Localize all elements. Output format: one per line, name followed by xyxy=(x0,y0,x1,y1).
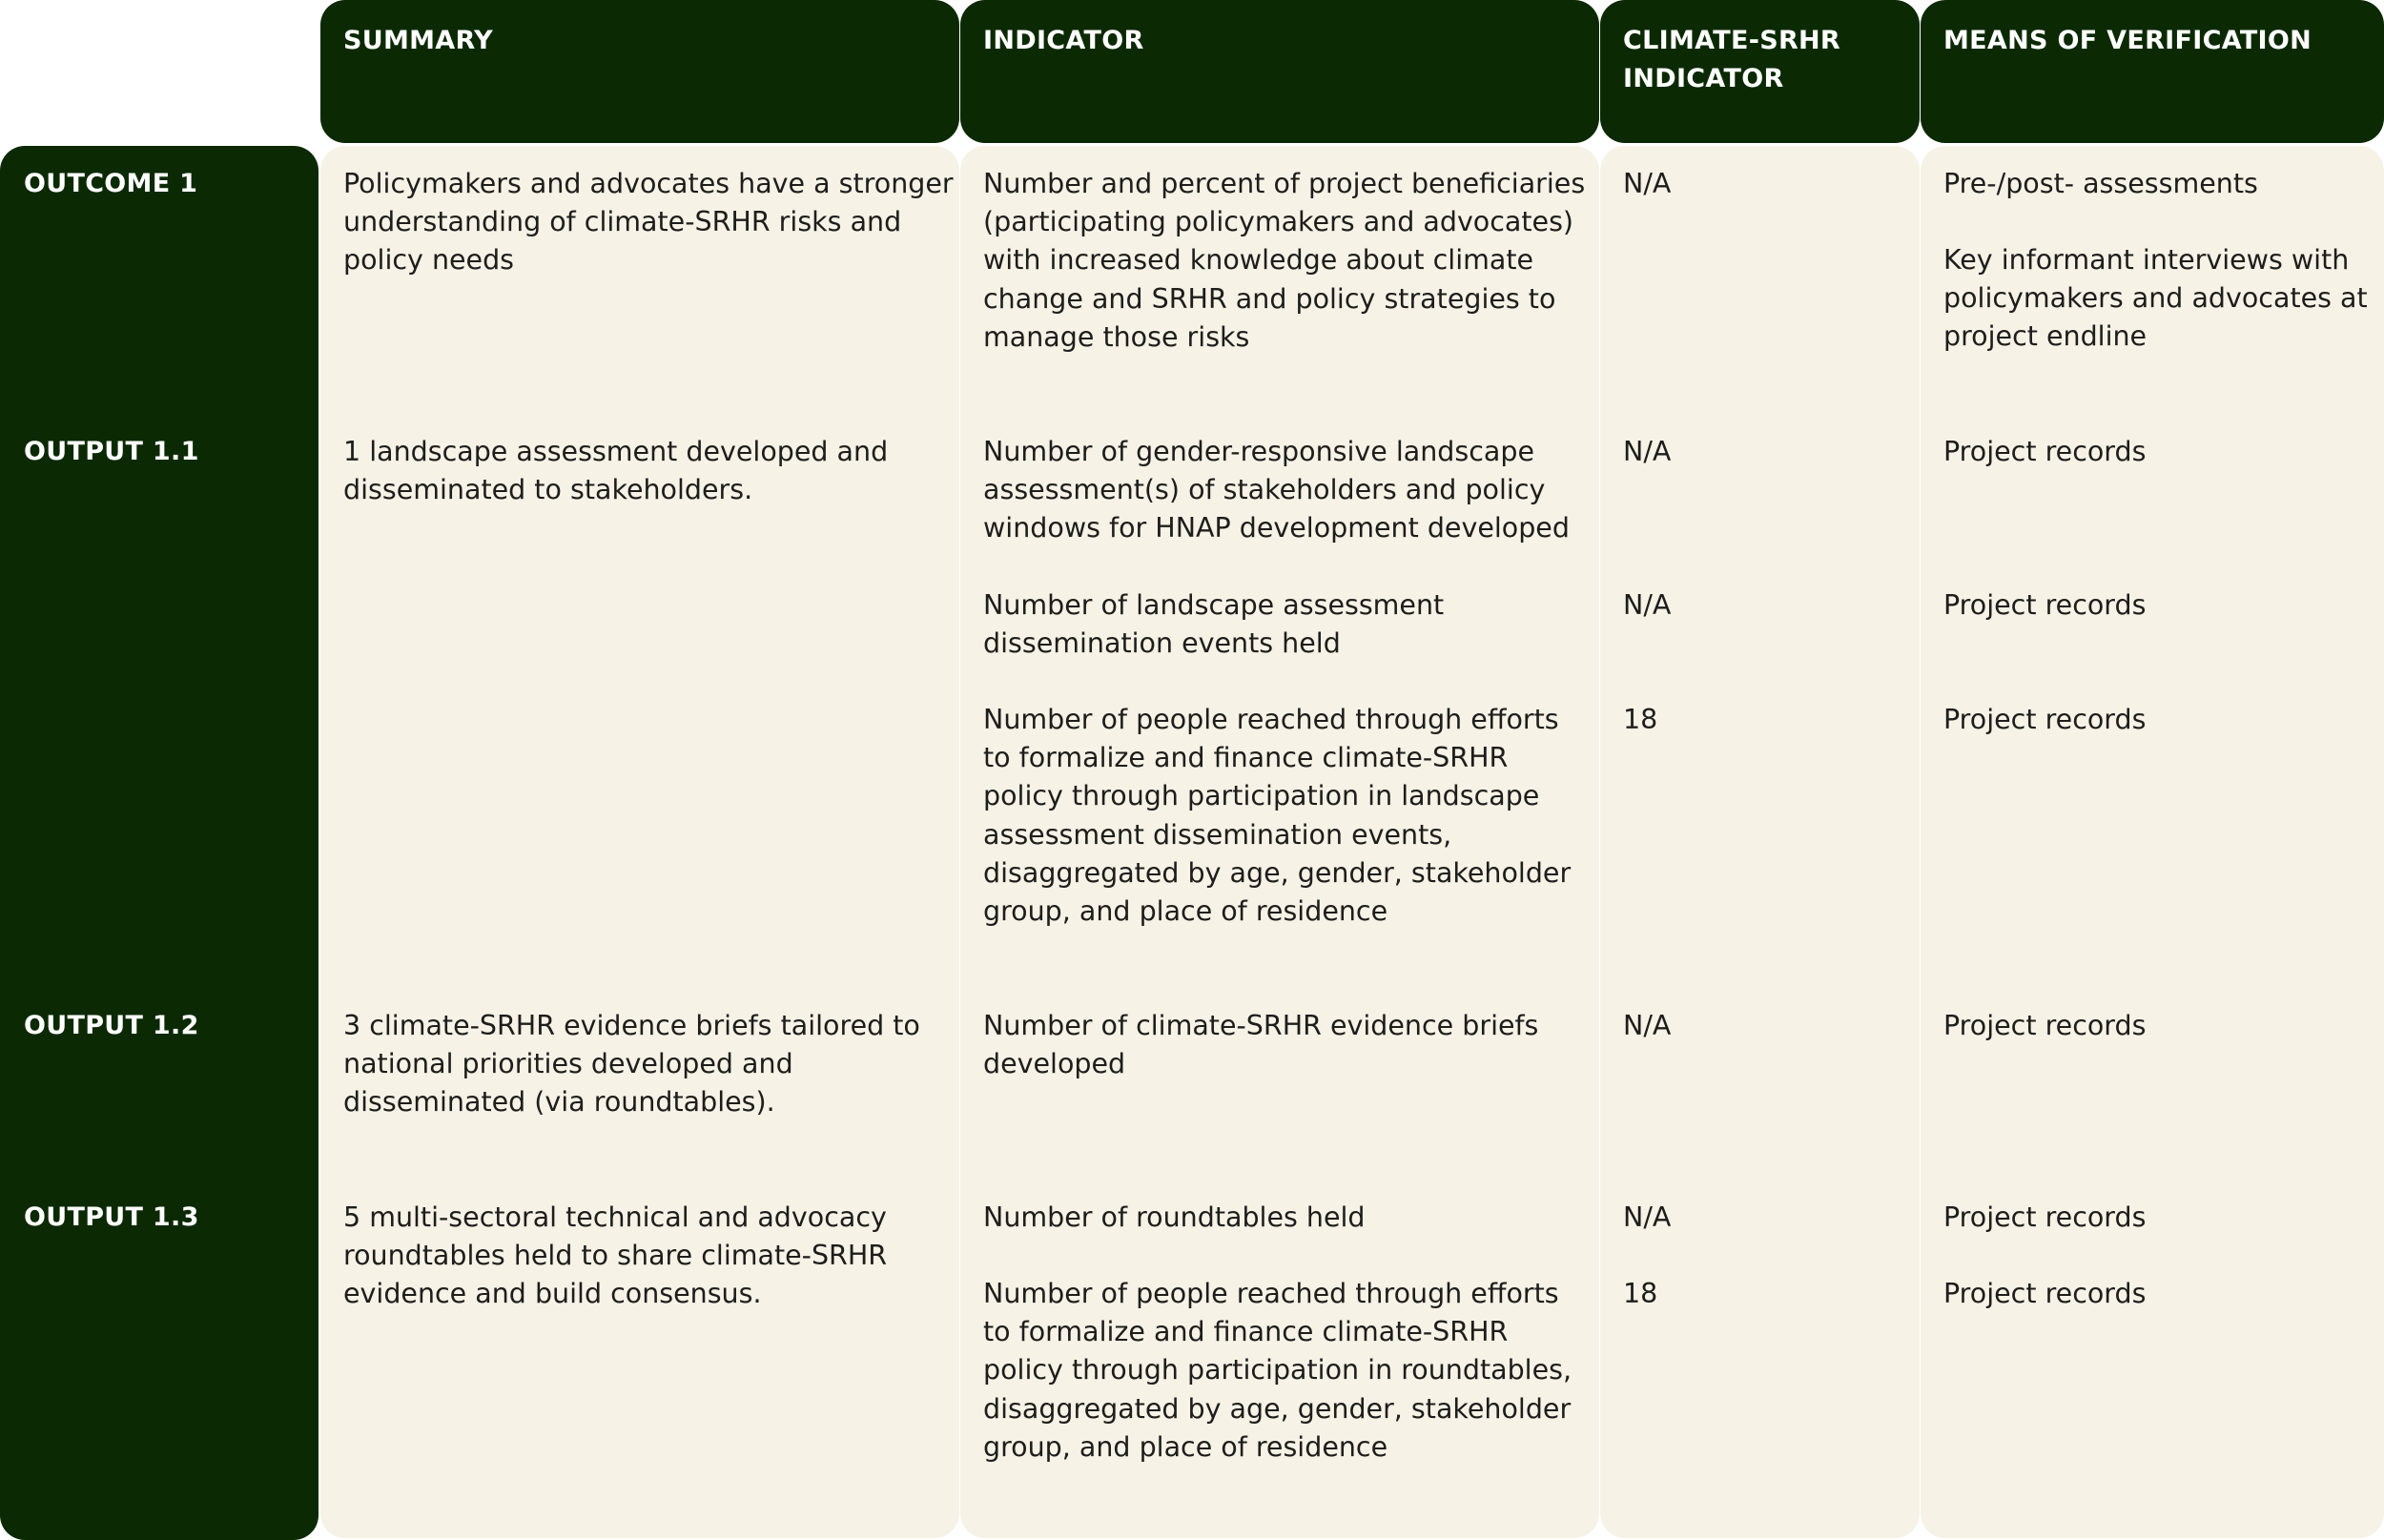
header-indicator xyxy=(960,0,1599,143)
indicator-cell: Number of climate-SRHR evidence briefs developed xyxy=(983,1010,1539,1080)
climate-srhr-cell: N/A xyxy=(1623,436,1672,467)
verification-cell: Pre-/post- assessments xyxy=(1943,168,2258,199)
verification-cell: Project records xyxy=(1943,436,2147,467)
header-summary-label: SUMMARY xyxy=(343,26,493,55)
summary-cell: 5 multi-sectoral technical and advocacy roundtables held to share climate-SRHR evidence and build consensus. xyxy=(343,1201,888,1310)
verification-cell: Key informant interviews with policymakers and advocates at project endline xyxy=(1943,244,2368,353)
climate-srhr-cell: N/A xyxy=(1623,168,1672,199)
row-label-output-1-1: OUTPUT 1.1 xyxy=(24,437,199,466)
indicator-cell: Number of people reached through efforts to formalize and finance climate-SRHR policy through participation in roundtables, disaggregated by age, gender, stakeholder group, and place of residence xyxy=(983,1278,1572,1463)
summary-cell: 1 landscape assessment developed and disseminated to stakeholders. xyxy=(343,436,889,506)
row-label-outcome-1: OUTCOME 1 xyxy=(24,169,198,198)
climate-srhr-column xyxy=(1600,146,1920,1538)
indicator-cell: Number of landscape assessment dissemination events held xyxy=(983,589,1445,660)
verification-cell: Project records xyxy=(1943,589,2147,621)
indicator-cell: Number of gender-responsive landscape assessment(s) of stakeholders and policy windows for HNAP development developed xyxy=(983,436,1570,544)
verification-cell: Project records xyxy=(1943,1201,2147,1233)
header-summary xyxy=(320,0,959,143)
verification-cell: Project records xyxy=(1943,1278,2147,1309)
indicator-cell: Number and percent of project beneficiaries (participating policymakers and advocates) with increased knowledge about climate change and SRHR and policy strategies to manage those risks xyxy=(983,168,1586,353)
header-indicator-label: INDICATOR xyxy=(983,26,1144,55)
summary-column xyxy=(320,146,959,1538)
header-means-of-verification-label: MEANS OF VERIFICATION xyxy=(1943,26,2312,55)
indicator-cell: Number of roundtables held xyxy=(983,1201,1366,1233)
header-climate-srhr-indicator xyxy=(1600,0,1920,143)
climate-srhr-cell: N/A xyxy=(1623,1010,1672,1041)
climate-srhr-cell: 18 xyxy=(1623,704,1658,735)
climate-srhr-cell: N/A xyxy=(1623,589,1672,621)
header-means-of-verification xyxy=(1921,0,2384,143)
summary-cell: 3 climate-SRHR evidence briefs tailored to national priorities developed and disseminated (via roundtables). xyxy=(343,1010,920,1119)
summary-cell: Policymakers and advocates have a stronger understanding of climate-SRHR risks and policy needs xyxy=(343,168,954,277)
verification-cell: Project records xyxy=(1943,704,2147,735)
verification-cell: Project records xyxy=(1943,1010,2147,1041)
row-label-output-1-3: OUTPUT 1.3 xyxy=(24,1202,199,1232)
climate-srhr-cell: 18 xyxy=(1623,1278,1658,1309)
row-label-output-1-2: OUTPUT 1.2 xyxy=(24,1011,199,1040)
row-header-column xyxy=(0,146,319,1540)
indicator-cell: Number of people reached through efforts to formalize and finance climate-SRHR policy through participation in landscape assessment dissemination events, disaggregated by age, gender, stakeholder group, and place of residence xyxy=(983,704,1572,928)
climate-srhr-cell: N/A xyxy=(1623,1201,1672,1233)
header-climate-srhr-label: CLIMATE-SRHR INDICATOR xyxy=(1623,26,1841,93)
